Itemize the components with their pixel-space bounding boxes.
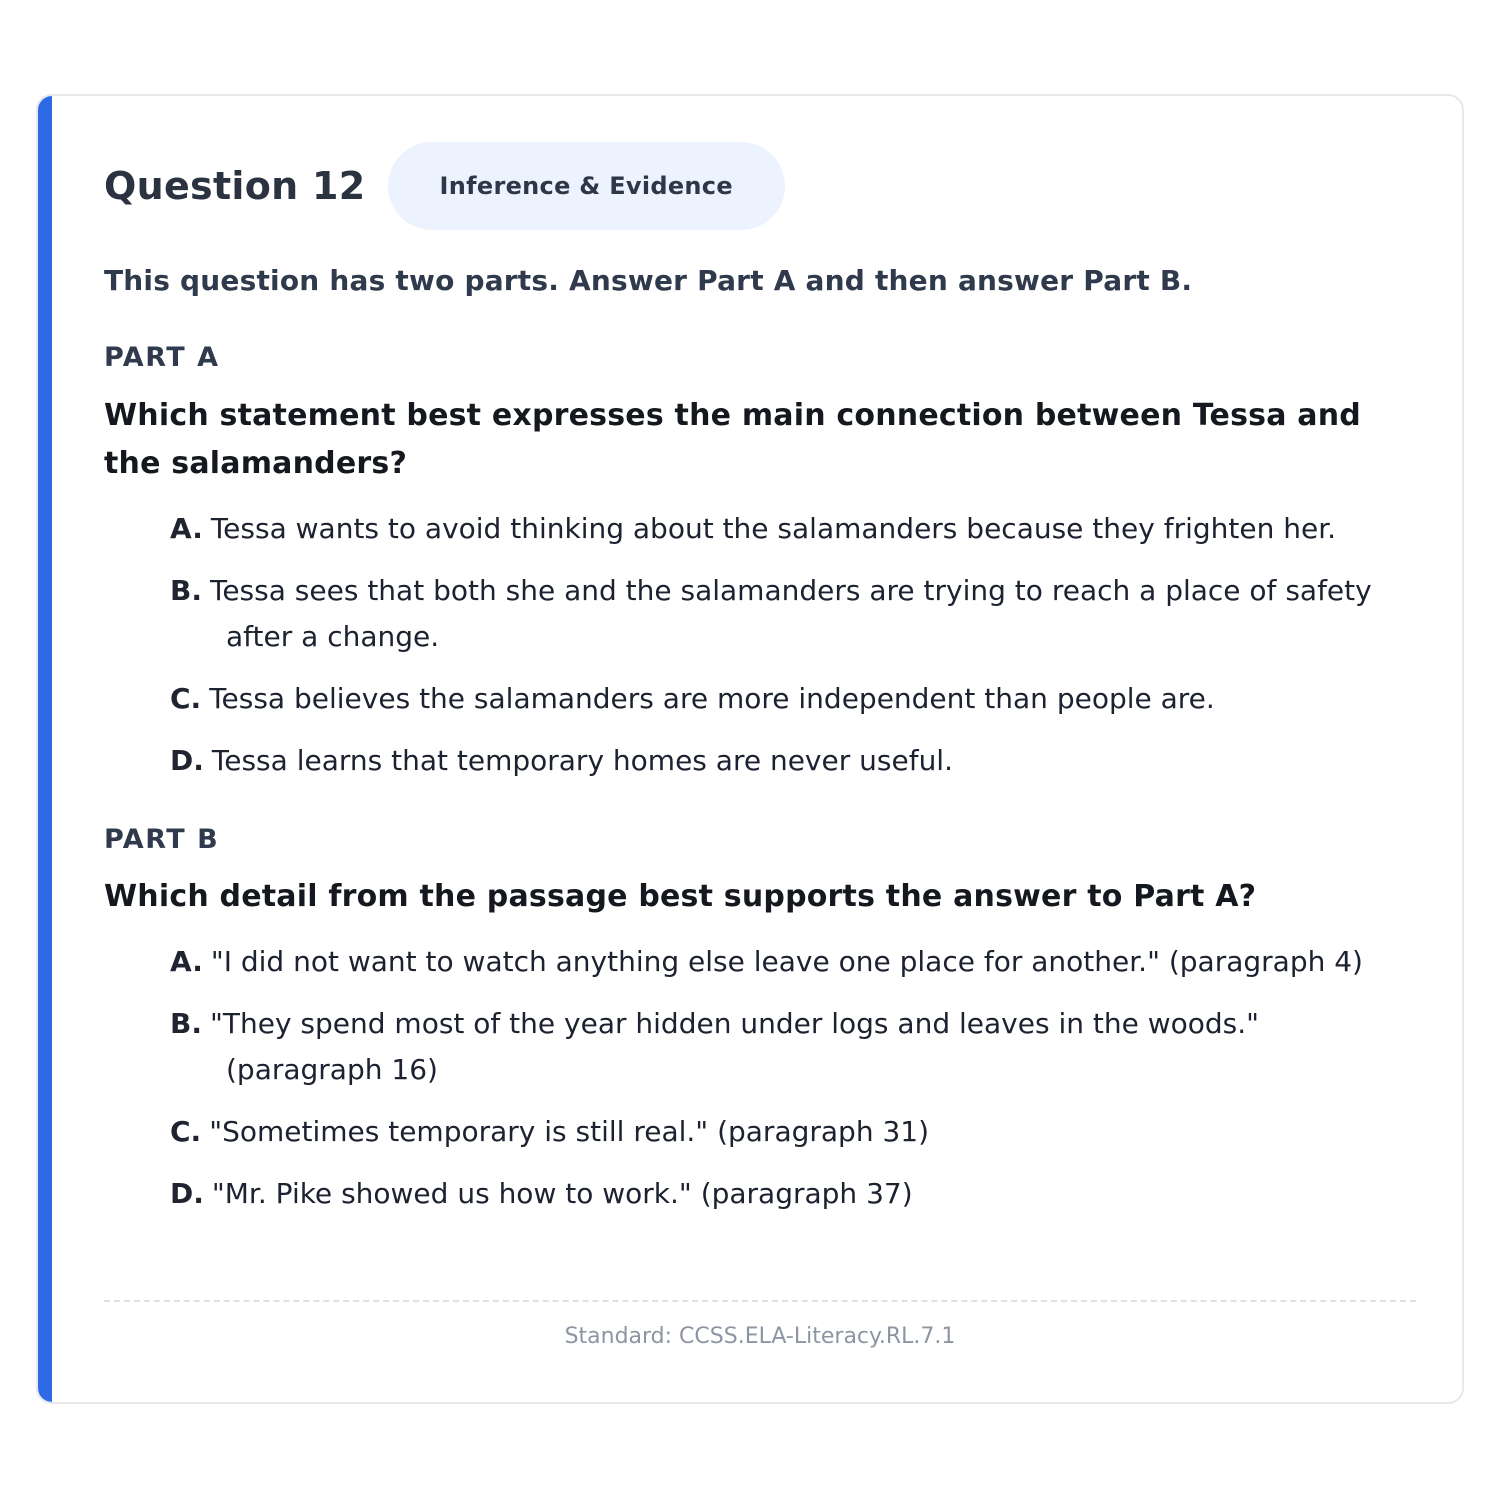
footer-divider <box>104 1300 1416 1302</box>
question-header <box>104 142 785 230</box>
part-b-option-b[interactable] <box>170 1001 1420 1093</box>
question-instructions: This question has two parts. Answer Part A and then answer Part B. <box>104 264 1193 297</box>
option-letter: C. <box>170 682 202 715</box>
option-text: Tessa sees that both she and the salamanders are trying to reach a place of safety after a change. <box>209 574 1372 653</box>
part-b-option-c[interactable] <box>170 1109 1420 1155</box>
option-letter: A. <box>170 945 203 978</box>
part-b-options <box>170 939 1420 1233</box>
option-letter: C. <box>170 1115 202 1148</box>
option-text: "They spend most of the year hidden under logs and leaves in the woods." (paragraph 16) <box>209 1007 1260 1086</box>
skill-tag: Inference & Evidence <box>388 142 785 230</box>
option-text: "I did not want to watch anything else leave one place for another." (paragraph 4) <box>210 945 1363 978</box>
part-b-question: Which detail from the passage best supports the answer to Part A? <box>104 879 1257 914</box>
part-a-option-c[interactable] <box>170 676 1420 722</box>
option-letter: B. <box>170 574 202 607</box>
option-text: Tessa believes the salamanders are more independent than people are. <box>209 682 1215 715</box>
option-text: Tessa learns that temporary homes are never useful. <box>211 744 953 777</box>
standard-label: Standard: CCSS.ELA-Literacy.RL.7.1 <box>564 1324 956 1349</box>
part-a-label: PART A <box>104 342 220 373</box>
card-accent-bar <box>38 96 52 1402</box>
option-text: "Mr. Pike showed us how to work." (paragraph 37) <box>211 1177 913 1210</box>
option-letter: B. <box>170 1007 202 1040</box>
option-text: "Sometimes temporary is still real." (paragraph 31) <box>209 1115 930 1148</box>
part-b-label: PART B <box>104 824 220 855</box>
option-letter: D. <box>170 1177 204 1210</box>
option-letter: D. <box>170 744 204 777</box>
part-a-option-b[interactable] <box>170 568 1420 660</box>
part-a-option-a[interactable] <box>170 506 1420 552</box>
part-b-option-a[interactable] <box>170 939 1420 985</box>
part-a-question: Which statement best expresses the main connection between Tessa and the salamanders? <box>104 398 1361 481</box>
part-a-options <box>170 506 1420 800</box>
question-card <box>36 94 1464 1404</box>
option-text: Tessa wants to avoid thinking about the salamanders because they frighten her. <box>210 512 1337 545</box>
question-title: Question 12 <box>104 164 366 208</box>
part-b-option-d[interactable] <box>170 1171 1420 1217</box>
option-letter: A. <box>170 512 203 545</box>
part-a-option-d[interactable] <box>170 738 1420 784</box>
